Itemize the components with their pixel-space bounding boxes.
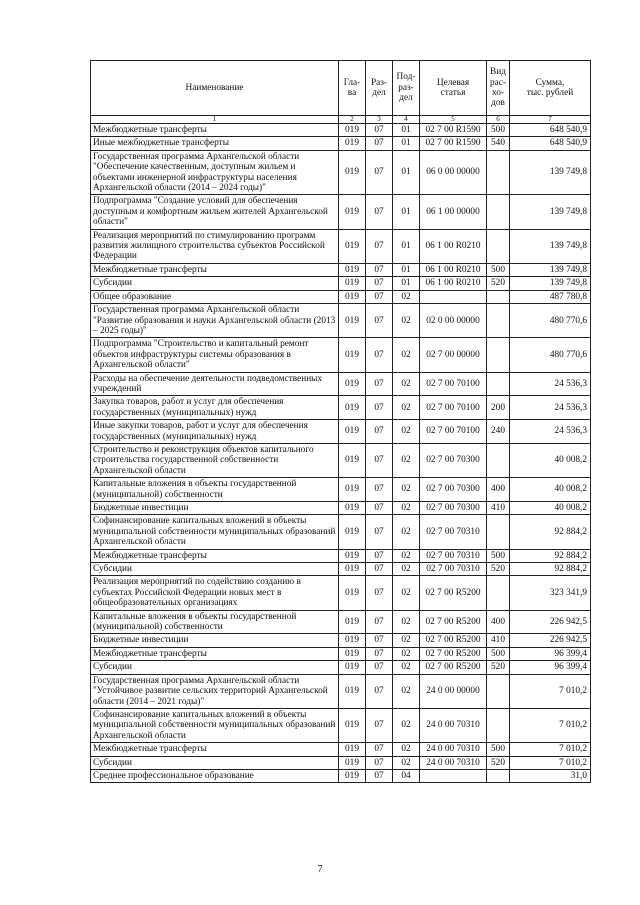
row-amount: 139 749,8 xyxy=(510,263,591,276)
row-chapter: 019 xyxy=(339,277,366,290)
row-amount: 24 536,3 xyxy=(510,396,591,420)
table-row xyxy=(91,674,591,708)
row-name: Иные закупки товаров, работ и услуг для обеспечения государственных (муниципальных) нужд xyxy=(91,420,339,444)
row-name: Реализация мероприятий по содействию созданию в субъектах Российской Федерации новых мест в общеобразовательных организациях xyxy=(91,576,339,610)
row-name: Бюджетные инвестиции xyxy=(91,634,339,647)
row-target-article: 02 7 00 R5200 xyxy=(420,634,487,647)
table-row xyxy=(91,549,591,562)
table-row xyxy=(91,515,591,549)
row-amount: 648 540,9 xyxy=(510,137,591,150)
row-chapter: 019 xyxy=(339,263,366,276)
table-row xyxy=(91,372,591,396)
row-expense-type: 500 xyxy=(487,549,510,562)
row-expense-type: 400 xyxy=(487,478,510,502)
row-amount: 226 942,5 xyxy=(510,634,591,647)
row-chapter: 019 xyxy=(339,478,366,502)
row-section: 07 xyxy=(366,229,393,263)
row-subsection: 02 xyxy=(393,515,420,549)
row-amount: 96 399,4 xyxy=(510,647,591,660)
row-chapter: 019 xyxy=(339,443,366,477)
row-expense-type xyxy=(487,769,510,782)
row-section: 07 xyxy=(366,708,393,742)
row-subsection: 01 xyxy=(393,263,420,276)
header-amount: Сумма, тыс. рублей xyxy=(510,61,591,116)
row-subsection: 01 xyxy=(393,229,420,263)
row-chapter: 019 xyxy=(339,743,366,756)
row-expense-type xyxy=(487,372,510,396)
row-subsection: 02 xyxy=(393,443,420,477)
row-chapter: 019 xyxy=(339,150,366,195)
row-subsection: 02 xyxy=(393,290,420,303)
row-target-article: 02 7 00 R1590 xyxy=(420,124,487,137)
column-number: 6 xyxy=(487,116,510,124)
row-expense-type xyxy=(487,443,510,477)
row-section: 07 xyxy=(366,137,393,150)
row-chapter: 019 xyxy=(339,290,366,303)
row-subsection: 02 xyxy=(393,563,420,576)
row-amount: 139 749,8 xyxy=(510,195,591,229)
row-section: 07 xyxy=(366,277,393,290)
table-row xyxy=(91,229,591,263)
column-number: 1 xyxy=(91,116,339,124)
row-name: Межбюджетные трансферты xyxy=(91,263,339,276)
header-expense-type: Вид рас- хо- дов xyxy=(487,61,510,116)
row-name: Реализация мероприятий по стимулированию программ развития жилищного строительства субъектов Российской Федерации xyxy=(91,229,339,263)
row-name: Межбюджетные трансферты xyxy=(91,743,339,756)
row-chapter: 019 xyxy=(339,502,366,515)
row-chapter: 019 xyxy=(339,515,366,549)
row-target-article: 24 0 00 70310 xyxy=(420,708,487,742)
row-chapter: 019 xyxy=(339,338,366,372)
row-amount: 139 749,8 xyxy=(510,150,591,195)
table-row xyxy=(91,443,591,477)
row-section: 07 xyxy=(366,372,393,396)
row-amount: 92 884,2 xyxy=(510,563,591,576)
row-amount: 24 536,3 xyxy=(510,372,591,396)
header-chapter: Гла- ва xyxy=(339,61,366,116)
column-number: 2 xyxy=(339,116,366,124)
row-chapter: 019 xyxy=(339,124,366,137)
row-amount: 7 010,2 xyxy=(510,743,591,756)
row-target-article: 24 0 00 70310 xyxy=(420,743,487,756)
row-expense-type: 520 xyxy=(487,661,510,674)
row-expense-type xyxy=(487,515,510,549)
header-subsection: Под- раз- дел xyxy=(393,61,420,116)
table-row xyxy=(91,195,591,229)
row-amount: 226 942,5 xyxy=(510,610,591,634)
row-chapter: 019 xyxy=(339,708,366,742)
table-row xyxy=(91,396,591,420)
header-row xyxy=(91,61,591,116)
row-expense-type xyxy=(487,674,510,708)
row-chapter: 019 xyxy=(339,229,366,263)
row-amount: 92 884,2 xyxy=(510,549,591,562)
row-expense-type: 200 xyxy=(487,396,510,420)
table-body xyxy=(91,124,591,783)
row-target-article: 02 7 00 70310 xyxy=(420,563,487,576)
row-chapter: 019 xyxy=(339,756,366,769)
row-chapter: 019 xyxy=(339,372,366,396)
row-section: 07 xyxy=(366,263,393,276)
row-expense-type: 540 xyxy=(487,137,510,150)
row-amount: 487 780,8 xyxy=(510,290,591,303)
row-chapter: 019 xyxy=(339,137,366,150)
table-row xyxy=(91,647,591,660)
row-subsection: 01 xyxy=(393,277,420,290)
row-target-article: 02 7 00 70100 xyxy=(420,396,487,420)
row-name: Подпрограмма "Строительство и капитальный ремонт объектов инфраструктуры системы образования в Архангельской области" xyxy=(91,338,339,372)
row-subsection: 04 xyxy=(393,769,420,782)
table-row xyxy=(91,576,591,610)
row-expense-type xyxy=(487,229,510,263)
row-amount: 24 536,3 xyxy=(510,420,591,444)
row-subsection: 02 xyxy=(393,478,420,502)
row-name: Межбюджетные трансферты xyxy=(91,549,339,562)
row-section: 07 xyxy=(366,150,393,195)
row-target-article: 02 7 00 70100 xyxy=(420,420,487,444)
row-section: 07 xyxy=(366,502,393,515)
row-section: 07 xyxy=(366,304,393,338)
table-row xyxy=(91,290,591,303)
row-target-article: 02 7 00 R5200 xyxy=(420,576,487,610)
row-subsection: 01 xyxy=(393,137,420,150)
row-expense-type xyxy=(487,290,510,303)
row-name: Софинансирование капитальных вложений в объекты муниципальной собственности муниципальных образований Архангельской области xyxy=(91,515,339,549)
table-row xyxy=(91,478,591,502)
row-expense-type: 240 xyxy=(487,420,510,444)
row-section: 07 xyxy=(366,674,393,708)
row-subsection: 02 xyxy=(393,396,420,420)
table-row xyxy=(91,338,591,372)
row-chapter: 019 xyxy=(339,661,366,674)
table-row xyxy=(91,263,591,276)
row-section: 07 xyxy=(366,124,393,137)
table-row xyxy=(91,277,591,290)
row-subsection: 02 xyxy=(393,661,420,674)
row-chapter: 019 xyxy=(339,674,366,708)
row-target-article: 06 1 00 R0210 xyxy=(420,229,487,263)
row-chapter: 019 xyxy=(339,576,366,610)
row-section: 07 xyxy=(366,195,393,229)
row-name: Закупка товаров, работ и услуг для обеспечения государственных (муниципальных) нужд xyxy=(91,396,339,420)
row-section: 07 xyxy=(366,396,393,420)
row-target-article: 06 1 00 R0210 xyxy=(420,277,487,290)
row-target-article: 02 7 00 R5200 xyxy=(420,647,487,660)
row-section: 07 xyxy=(366,443,393,477)
row-chapter: 019 xyxy=(339,195,366,229)
row-name: Субсидии xyxy=(91,756,339,769)
row-expense-type: 410 xyxy=(487,502,510,515)
row-expense-type: 400 xyxy=(487,610,510,634)
table-row xyxy=(91,661,591,674)
row-expense-type: 520 xyxy=(487,277,510,290)
row-subsection: 01 xyxy=(393,150,420,195)
row-expense-type: 520 xyxy=(487,563,510,576)
row-amount: 7 010,2 xyxy=(510,708,591,742)
row-chapter: 019 xyxy=(339,420,366,444)
row-section: 07 xyxy=(366,610,393,634)
row-section: 07 xyxy=(366,478,393,502)
row-section: 07 xyxy=(366,661,393,674)
row-target-article: 02 7 00 R5200 xyxy=(420,610,487,634)
row-subsection: 01 xyxy=(393,195,420,229)
row-expense-type: 500 xyxy=(487,263,510,276)
row-amount: 139 749,8 xyxy=(510,277,591,290)
row-name: Расходы на обеспечение деятельности подведомственных учреждений xyxy=(91,372,339,396)
row-chapter: 019 xyxy=(339,647,366,660)
row-amount: 31,0 xyxy=(510,769,591,782)
row-name: Строительство и реконструкция объектов капитального строительства государственной собственности Архангельской области xyxy=(91,443,339,477)
table-row xyxy=(91,150,591,195)
row-section: 07 xyxy=(366,576,393,610)
row-target-article: 02 0 00 00000 xyxy=(420,304,487,338)
row-name: Государственная программа Архангельской области "Устойчивое развитие сельских территорий Архангельской области (2014 – 2021 годы)" xyxy=(91,674,339,708)
row-target-article: 06 1 00 00000 xyxy=(420,195,487,229)
row-expense-type xyxy=(487,150,510,195)
row-chapter: 019 xyxy=(339,563,366,576)
row-subsection: 02 xyxy=(393,634,420,647)
row-name: Капитальные вложения в объекты государственной (муниципальной) собственности xyxy=(91,478,339,502)
row-section: 07 xyxy=(366,338,393,372)
row-expense-type xyxy=(487,708,510,742)
page-number: 7 xyxy=(317,864,323,875)
row-section: 07 xyxy=(366,563,393,576)
column-number-row xyxy=(91,116,591,124)
row-target-article: 02 7 00 00000 xyxy=(420,338,487,372)
row-name: Софинансирование капитальных вложений в объекты муниципальной собственности муниципальных образований Архангельской области xyxy=(91,708,339,742)
table-row xyxy=(91,634,591,647)
row-section: 07 xyxy=(366,769,393,782)
row-name: Государственная программа Архангельской области "Обеспечение качественным, доступным жильем и объектами инженерной инфраструктуры населения Архангельской области (2014 – 2024 годы)" xyxy=(91,150,339,195)
row-section: 07 xyxy=(366,549,393,562)
row-name: Межбюджетные трансферты xyxy=(91,124,339,137)
row-expense-type: 410 xyxy=(487,634,510,647)
row-expense-type xyxy=(487,304,510,338)
row-chapter: 019 xyxy=(339,304,366,338)
row-subsection: 02 xyxy=(393,743,420,756)
row-section: 07 xyxy=(366,634,393,647)
row-chapter: 019 xyxy=(339,634,366,647)
row-amount: 7 010,2 xyxy=(510,756,591,769)
row-target-article: 02 7 00 70300 xyxy=(420,443,487,477)
row-subsection: 02 xyxy=(393,502,420,515)
table-row xyxy=(91,769,591,782)
row-expense-type xyxy=(487,195,510,229)
row-name: Субсидии xyxy=(91,661,339,674)
row-name: Межбюджетные трансферты xyxy=(91,647,339,660)
header-section: Раз- дел xyxy=(366,61,393,116)
row-section: 07 xyxy=(366,420,393,444)
column-number: 7 xyxy=(510,116,591,124)
row-subsection: 02 xyxy=(393,304,420,338)
row-chapter: 019 xyxy=(339,549,366,562)
row-expense-type: 500 xyxy=(487,124,510,137)
row-amount: 40 008,2 xyxy=(510,478,591,502)
column-number: 5 xyxy=(420,116,487,124)
row-name: Подпрограмма "Создание условий для обеспечения доступным и комфортным жильем жителей Архангельской области" xyxy=(91,195,339,229)
table-row xyxy=(91,743,591,756)
row-amount: 40 008,2 xyxy=(510,443,591,477)
row-name: Среднее профессиональное образование xyxy=(91,769,339,782)
table-row xyxy=(91,420,591,444)
row-amount: 92 884,2 xyxy=(510,515,591,549)
row-amount: 480 770,6 xyxy=(510,304,591,338)
row-name: Общее образование xyxy=(91,290,339,303)
row-chapter: 019 xyxy=(339,396,366,420)
row-subsection: 01 xyxy=(393,124,420,137)
row-name: Капитальные вложения в объекты государственной (муниципальной) собственности xyxy=(91,610,339,634)
row-target-article: 02 7 00 70300 xyxy=(420,502,487,515)
row-subsection: 02 xyxy=(393,372,420,396)
row-subsection: 02 xyxy=(393,610,420,634)
row-amount: 7 010,2 xyxy=(510,674,591,708)
row-target-article: 02 7 00 R1590 xyxy=(420,137,487,150)
row-subsection: 02 xyxy=(393,420,420,444)
table-row xyxy=(91,610,591,634)
row-expense-type: 500 xyxy=(487,743,510,756)
row-subsection: 02 xyxy=(393,549,420,562)
row-subsection: 02 xyxy=(393,674,420,708)
row-target-article: 02 7 00 70100 xyxy=(420,372,487,396)
table-row xyxy=(91,502,591,515)
row-target-article xyxy=(420,769,487,782)
row-section: 07 xyxy=(366,756,393,769)
row-target-article: 02 7 00 70310 xyxy=(420,515,487,549)
budget-table xyxy=(90,60,591,783)
row-expense-type: 500 xyxy=(487,647,510,660)
row-section: 07 xyxy=(366,290,393,303)
row-target-article xyxy=(420,290,487,303)
row-name: Иные межбюджетные трансферты xyxy=(91,137,339,150)
table-row xyxy=(91,756,591,769)
column-number: 4 xyxy=(393,116,420,124)
row-chapter: 019 xyxy=(339,610,366,634)
row-amount: 40 008,2 xyxy=(510,502,591,515)
row-amount: 648 540,9 xyxy=(510,124,591,137)
row-subsection: 02 xyxy=(393,647,420,660)
row-expense-type xyxy=(487,338,510,372)
row-target-article: 06 0 00 00000 xyxy=(420,150,487,195)
row-subsection: 02 xyxy=(393,576,420,610)
row-amount: 480 770,6 xyxy=(510,338,591,372)
row-target-article: 02 7 00 70300 xyxy=(420,478,487,502)
row-chapter: 019 xyxy=(339,769,366,782)
row-expense-type: 520 xyxy=(487,756,510,769)
header-name: Наименование xyxy=(91,61,339,116)
row-name: Бюджетные инвестиции xyxy=(91,502,339,515)
row-amount: 96 399,4 xyxy=(510,661,591,674)
table-row xyxy=(91,137,591,150)
row-subsection: 02 xyxy=(393,708,420,742)
row-expense-type xyxy=(487,576,510,610)
row-name: Государственная программа Архангельской области "Развитие образования и науки Архангельской области (2013 – 2025 годы)" xyxy=(91,304,339,338)
row-target-article: 24 0 00 70310 xyxy=(420,756,487,769)
row-target-article: 06 1 00 R0210 xyxy=(420,263,487,276)
column-number: 3 xyxy=(366,116,393,124)
row-section: 07 xyxy=(366,647,393,660)
table-row xyxy=(91,304,591,338)
row-target-article: 24 0 00 00000 xyxy=(420,674,487,708)
row-name: Субсидии xyxy=(91,563,339,576)
table-row xyxy=(91,708,591,742)
row-target-article: 02 7 00 R5200 xyxy=(420,661,487,674)
row-section: 07 xyxy=(366,515,393,549)
row-name: Субсидии xyxy=(91,277,339,290)
table-row xyxy=(91,563,591,576)
table-row xyxy=(91,124,591,137)
header-target-article: Целевая статья xyxy=(420,61,487,116)
row-section: 07 xyxy=(366,743,393,756)
row-subsection: 02 xyxy=(393,338,420,372)
row-amount: 139 749,8 xyxy=(510,229,591,263)
row-target-article: 02 7 00 70310 xyxy=(420,549,487,562)
row-amount: 323 341,9 xyxy=(510,576,591,610)
row-subsection: 02 xyxy=(393,756,420,769)
